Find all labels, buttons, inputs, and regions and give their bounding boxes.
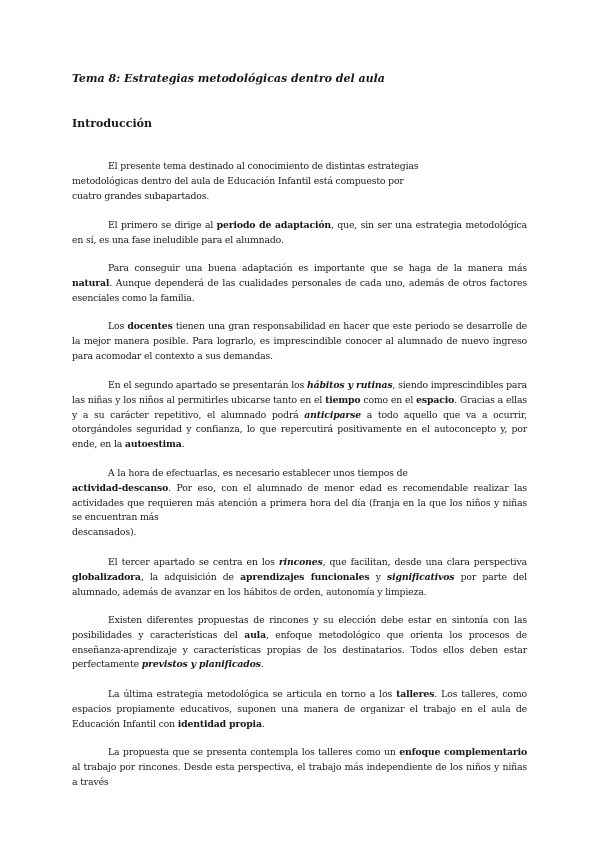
p8-text-3: . (260, 659, 264, 671)
p10-bold-1: enfoque complementario (399, 747, 527, 758)
p5-bold-1: hábitos y rutinas (306, 380, 393, 391)
paragraph-9 (72, 688, 527, 732)
p5-text-5: a todo aquello que va a ocurrir, otorgándoles seguridad y confianza, lo que repercutirá positivamente en el autoconcepto y, por ende, en la (72, 409, 527, 451)
p5-bold-3: espacio (416, 394, 455, 406)
p4-bold: docentes (127, 321, 173, 332)
p6-text-2: . Por eso, con el alumnado de menor edad es recomendable realizar las actividades que requieren más atención a primera hora del día (franja en la que los niños y niñas se encuentran más (72, 482, 527, 524)
p7-bold-2: globalizadora (72, 571, 141, 583)
paragraph-2 (72, 219, 527, 249)
p6-line-4: descansados). (72, 527, 137, 539)
p7-bold-4: significativos (387, 571, 455, 583)
p10-text: La propuesta que se presenta contempla los talleres como un (108, 747, 400, 758)
p5-bold-2: tiempo (325, 394, 361, 406)
p5-text-3: como en el (360, 394, 417, 406)
p6-line-1: A la hora de efectuarlas, es necesario establecer unos tiempos de (108, 468, 408, 479)
paragraph-4 (72, 320, 527, 364)
p5-text-4: . Gracias a ellas y a su carácter repetitivo, el alumnado podrá (72, 394, 527, 421)
p5-bold-5: autoestima (124, 439, 182, 451)
p2-text: El primero se dirige al (108, 220, 217, 231)
p8-bold-1: aula (244, 629, 266, 641)
p6-bold: actividad-descanso (72, 482, 169, 494)
p7-bold-1: rincones (278, 557, 323, 568)
paragraph-7 (72, 556, 527, 600)
p8-text-2: , enfoque metodológico que orienta los procesos de enseñanza-aprendizaje y características propias de los destinatarios. Todos ellos deben estar perfectamente (72, 629, 527, 671)
p3-text: Para conseguir una buena adaptación es importante que se haga de la manera más (108, 263, 527, 274)
p9-bold-2: identidad propia (177, 718, 262, 730)
paragraph-5 (72, 379, 527, 453)
p1-line-2: metodológicas dentro del aula de Educación Infantil está compuesto por (72, 175, 404, 187)
paragraph-10 (72, 746, 527, 790)
p9-text-2: . Los talleres, como espacios propiamente educativos, suponen una manera de organizar el trabajo en el aula de Educación Infantil con (72, 689, 527, 730)
paragraph-3 (72, 262, 527, 306)
p5-text-6: . (181, 439, 185, 451)
p7-text-4: y (369, 571, 388, 583)
p4-text-2: tienen una gran responsabilidad en hacer que este periodo se desarrolle de la mejor manera posible. Para lograrlo, es imprescindible conocer al alumnado de nuevo ingreso para acomodar el contexto a sus demandas. (72, 321, 528, 362)
p8-text: Existen diferentes propuestas de rincones y su elección debe estar en sintonía con las posibilidades y características del (72, 615, 527, 641)
p9-text-3: . (261, 718, 265, 730)
document-title: Tema 8: Estrategias metodológicas dentro del aula (72, 72, 385, 85)
p7-text: El tercer apartado se centra en los (108, 557, 279, 568)
p7-text-3: , la adquisición de (140, 571, 241, 583)
p5-bold-4: anticiparse (304, 409, 362, 421)
p5-text: En el segundo apartado se presentarán los (108, 380, 307, 391)
p7-text-5: por parte del alumnado, además de avanzar en los hábitos de orden, autonomía y limpieza. (72, 571, 527, 598)
p9-bold-1: talleres (396, 689, 435, 700)
p2-text-2: , que, sin ser una estrategia metodológica en sí, es una fase ineludible para el alumnado. (72, 220, 528, 246)
section-heading: Introducción (72, 117, 152, 130)
p7-text-2: , que facilitan, desde una clara perspectiva (322, 557, 527, 568)
p4-text: Los (108, 321, 128, 332)
p8-bold-2: previstos y planificados (141, 659, 261, 671)
p3-text-2: . Aunque dependerá de las cualidades personales de cada uno, además de otros factores esenciales como la familia. (72, 277, 527, 304)
paragraph-1 (72, 160, 527, 204)
p10-text-2: al trabajo por rincones. Desde esta perspectiva, el trabajo más independiente de los niños y niñas a través (72, 761, 527, 788)
paragraph-6 (72, 467, 527, 541)
p3-bold: natural (72, 277, 110, 289)
p5-text-2: , siendo imprescindibles para las niñas y los niños al permitirles ubicarse tanto en el (72, 380, 528, 406)
p7-bold-3: aprendizajes funcionales (240, 571, 370, 583)
p9-text: La última estrategia metodológica se articula en torno a los (108, 689, 397, 700)
p2-bold: periodo de adaptación (216, 220, 332, 231)
p1-line-3: cuatro grandes subapartados. (72, 190, 210, 202)
p1-line-1: El presente tema destinado al conocimiento de distintas estrategias (108, 161, 419, 172)
paragraph-8 (72, 614, 527, 673)
